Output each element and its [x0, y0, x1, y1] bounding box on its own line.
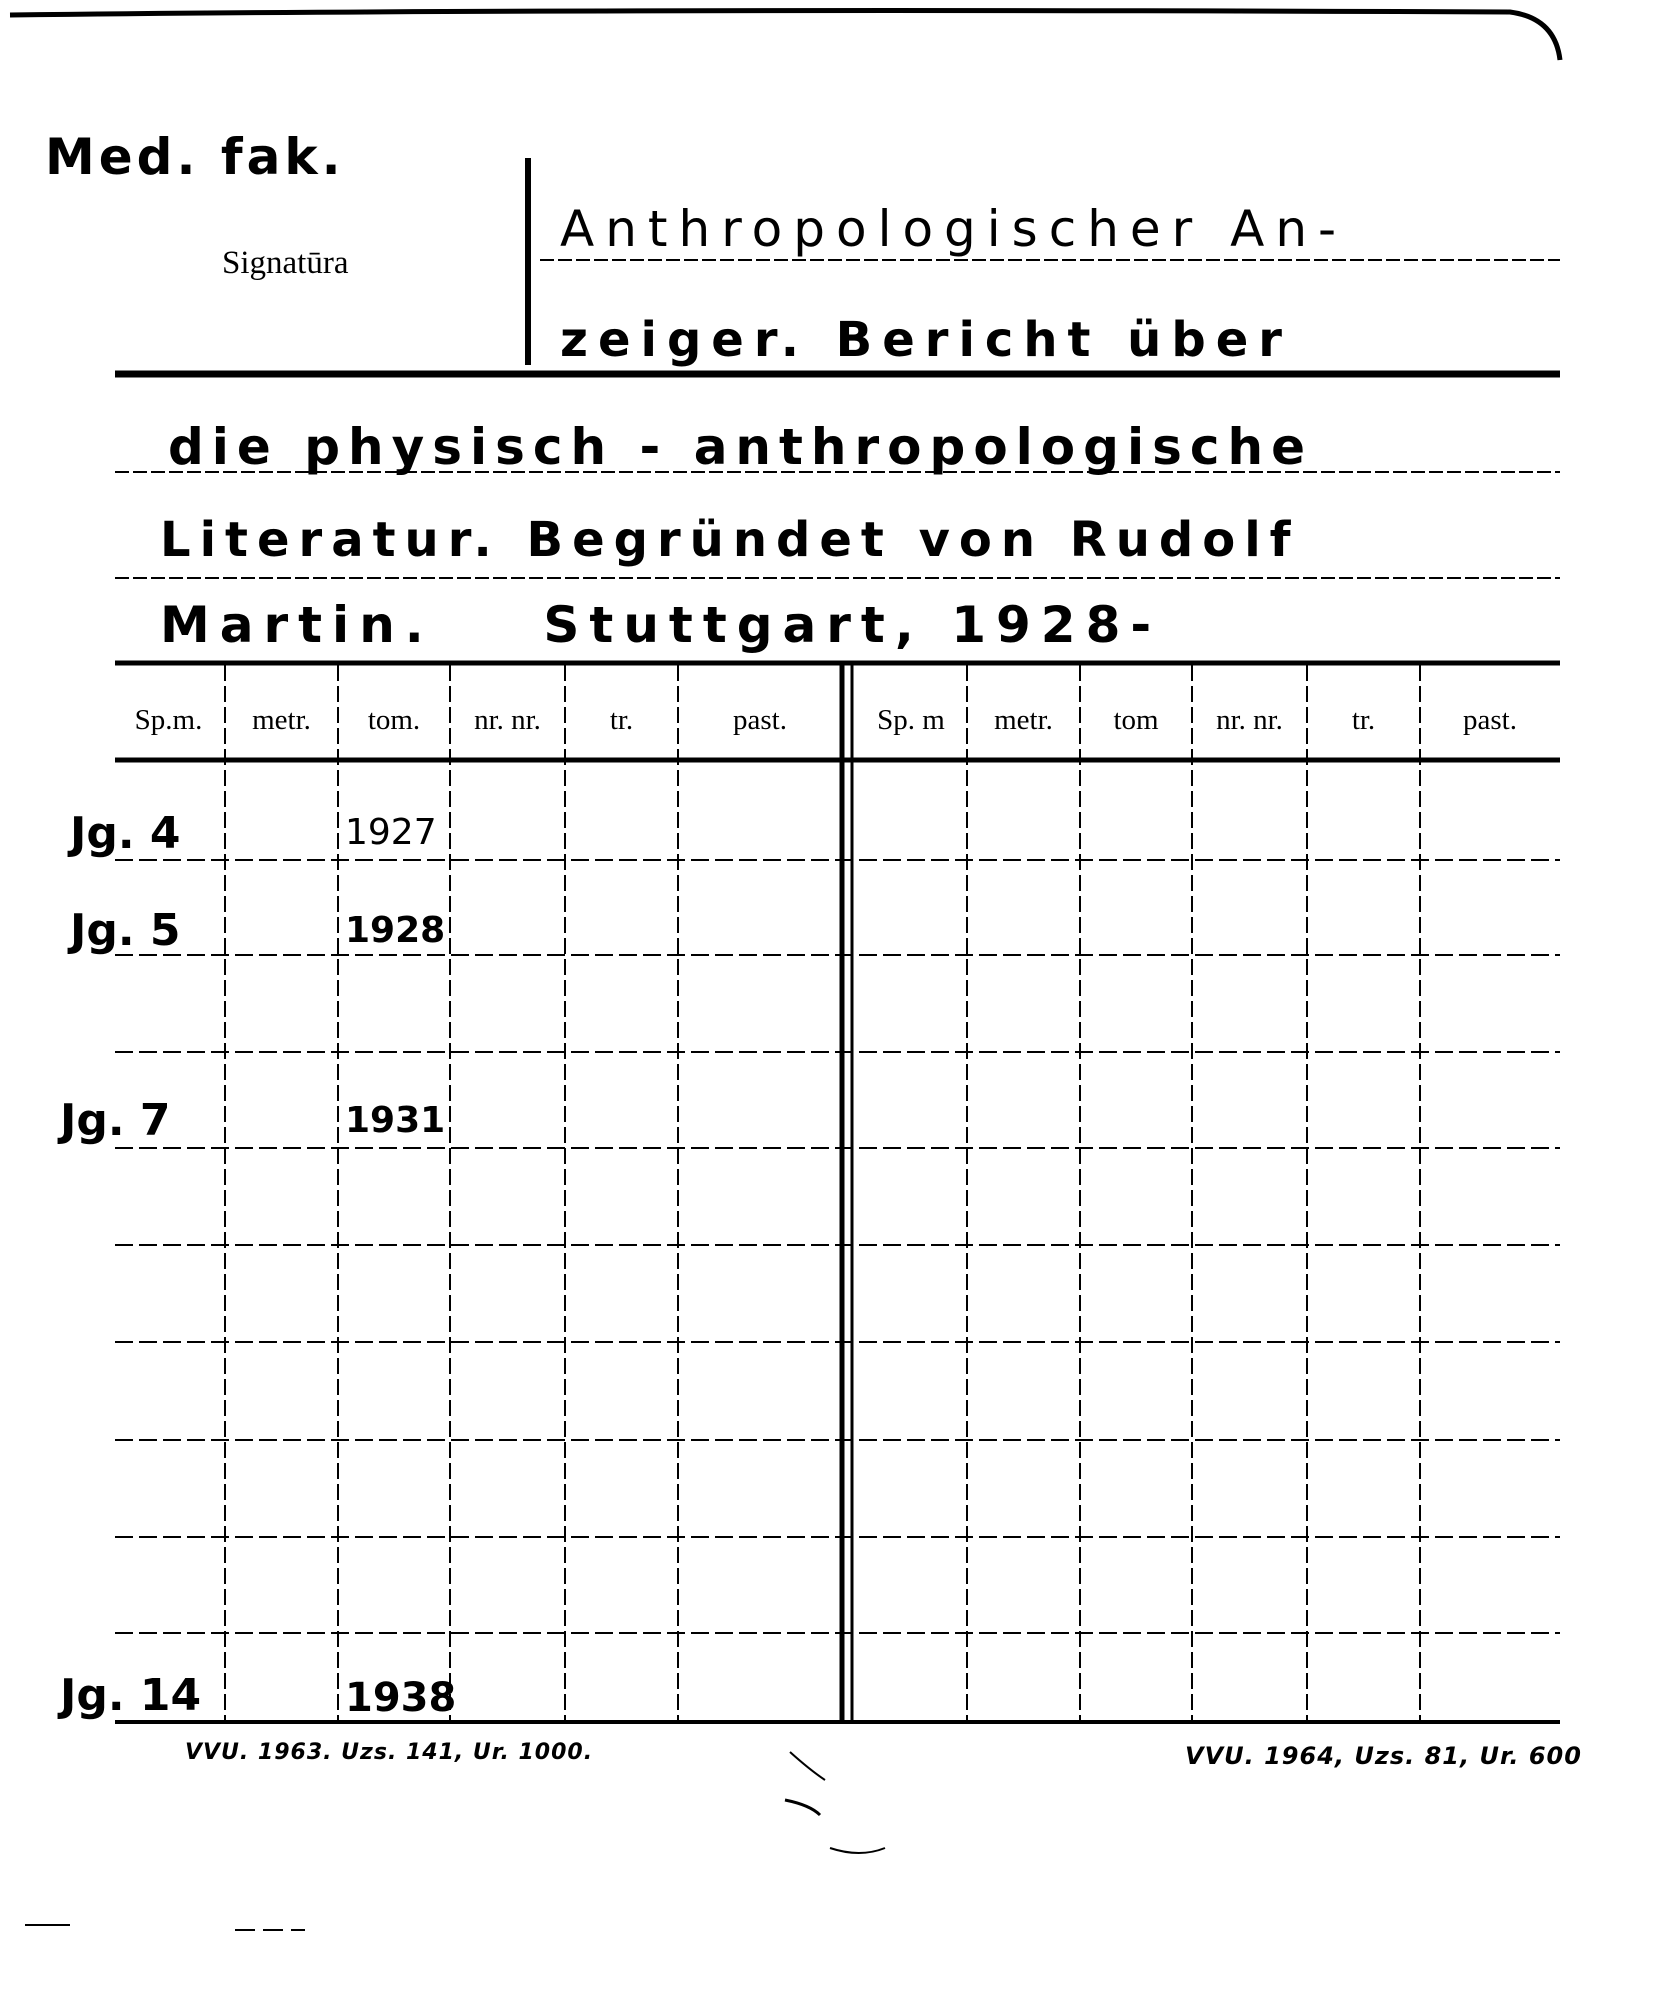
entry-year: 1931	[345, 1100, 446, 1141]
entry-year: 1938	[345, 1675, 457, 1721]
entry-year: 1928	[345, 910, 446, 951]
col-header-tr-left: tr.	[609, 704, 634, 736]
col-header-metr-right: metr.	[994, 704, 1053, 736]
footnote-left: VVU. 1963. Uzs. 141, Ur. 1000.	[185, 1740, 594, 1765]
title-line-3: die physisch - anthropologische	[168, 418, 1313, 476]
title-line-1: Anthropologischer An-	[560, 200, 1348, 258]
entry-volume: Jg. 7	[60, 1095, 171, 1146]
col-header-past-right: past.	[1463, 704, 1517, 736]
title-line-2: zeiger. Bericht über	[560, 312, 1292, 368]
col-header-nrnr-left: nr. nr.	[474, 704, 541, 736]
col-header-tom-right: tom	[1113, 704, 1159, 736]
col-header-spm-right: Sp. m	[877, 704, 945, 736]
col-header-tr-right: tr.	[1351, 704, 1376, 736]
faculty-label: Med. fak.	[45, 128, 345, 186]
entry-year: 1927	[345, 812, 437, 853]
col-header-past-left: past.	[733, 704, 787, 736]
entry-volume: Jg. 14	[60, 1670, 202, 1721]
footnote-right: VVU. 1964, Uzs. 81, Ur. 600	[1185, 1742, 1582, 1770]
entry-volume: Jg. 4	[70, 808, 181, 859]
col-header-metr-left: metr.	[252, 704, 311, 736]
col-header-nrnr-right: nr. nr.	[1216, 704, 1283, 736]
entry-volume: Jg. 5	[70, 905, 181, 956]
title-line-4: Literatur. Begründet von Rudolf	[160, 512, 1300, 568]
title-line-5: Martin. Stuttgart, 1928-	[160, 596, 1162, 654]
col-header-tom-left: tom.	[367, 704, 421, 736]
signature-label: Signatūra	[222, 245, 349, 281]
col-header-spm-left: Sp.m.	[134, 704, 203, 736]
